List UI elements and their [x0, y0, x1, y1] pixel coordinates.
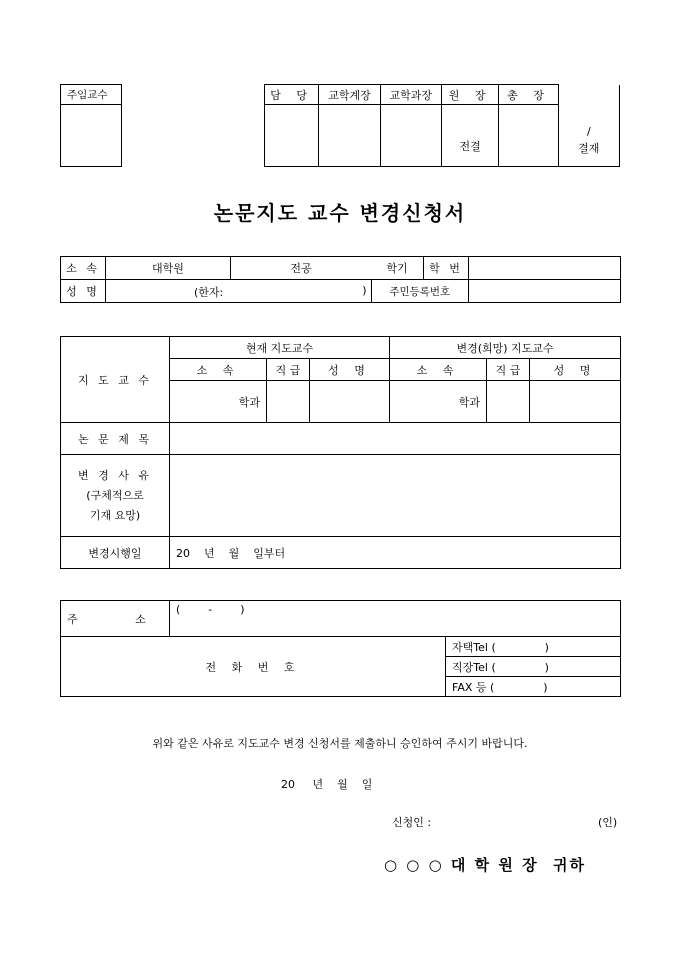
student-id-label: 학 번: [424, 257, 469, 280]
addressee: ○ ○ ○ 대 학 원 장 귀하: [384, 856, 586, 874]
current-col-name: 성 명: [310, 359, 390, 381]
advisor-label: 주임교수: [61, 85, 122, 105]
president-approval-cell[interactable]: [558, 85, 619, 167]
new-col-name: 성 명: [530, 359, 621, 381]
work-tel-field[interactable]: 직장Tel ( ): [446, 657, 621, 677]
approval-col-staff: 담 당: [265, 85, 319, 105]
date-line: 20 년 월 일: [281, 778, 373, 791]
new-name-field[interactable]: [530, 381, 621, 423]
affiliation-label: 소 속: [61, 257, 106, 280]
major-field[interactable]: [231, 257, 372, 280]
effective-date-label: 변경시행일: [61, 537, 170, 569]
advisor-section-label: 지 도 교 수: [61, 337, 170, 423]
new-col-rank: 직 급: [487, 359, 530, 381]
current-advisor-header: 현재 지도교수: [170, 337, 390, 359]
current-rank-field[interactable]: [267, 381, 310, 423]
approval-col-section-chief: 교학계장: [319, 85, 380, 105]
new-rank-field[interactable]: [487, 381, 530, 423]
president-note: 결재: [578, 142, 600, 155]
advisor-signature-cell[interactable]: [61, 105, 122, 167]
approval-cell-director[interactable]: [441, 105, 498, 167]
president-slash: /: [586, 125, 591, 138]
change-reason-label-line1: 변 경 사 유: [78, 468, 152, 482]
new-advisor-header: 변경(희망) 지도교수: [390, 337, 621, 359]
approval-col-director: 원 장: [441, 85, 498, 105]
fax-field[interactable]: FAX 등 ( ): [446, 677, 621, 697]
page-title: 논문지도 교수 변경신청서: [213, 201, 467, 225]
approval-col-president: 총 장: [499, 85, 558, 105]
advisor-change-table: [60, 336, 621, 569]
approval-cell-president-stamp[interactable]: [499, 105, 558, 167]
semester-field[interactable]: [371, 257, 424, 280]
new-col-affiliation: 소 속: [390, 359, 487, 381]
student-id-field[interactable]: [469, 257, 621, 280]
current-affiliation-field[interactable]: [170, 381, 267, 423]
seal-mark: (인): [598, 816, 618, 829]
approval-box: [264, 84, 620, 167]
hanja-label: (한자:: [194, 286, 224, 299]
change-reason-field[interactable]: [170, 455, 621, 537]
address-label-cell: [61, 601, 170, 637]
name-label: 성 명: [61, 280, 106, 303]
affiliation-value: 대학원: [106, 257, 231, 280]
advisor-signature-box: [60, 84, 122, 167]
current-dept-suffix: 학과: [238, 395, 260, 409]
address-field[interactable]: ( - ): [170, 601, 621, 637]
change-reason-label-line2: (구체적으로: [86, 488, 144, 502]
effective-date-field[interactable]: 20 년 월 일부터: [170, 537, 621, 569]
new-affiliation-field[interactable]: [390, 381, 487, 423]
phone-label: 전 화 번 호: [61, 637, 446, 697]
current-col-affiliation: 소 속: [170, 359, 267, 381]
approval-cell-staff[interactable]: [265, 105, 319, 167]
applicant-label: 신청인 :: [392, 816, 432, 829]
rrn-field[interactable]: [469, 280, 621, 303]
student-info-table: [60, 256, 621, 303]
thesis-title-field[interactable]: [170, 423, 621, 455]
current-name-field[interactable]: [310, 381, 390, 423]
director-note: 전결: [459, 140, 481, 153]
change-reason-label: [61, 455, 170, 537]
change-reason-label-line3: 기재 요망): [89, 508, 141, 522]
hanja-close: ): [362, 284, 367, 297]
rrn-label: 주민등록번호: [371, 280, 469, 303]
major-label: 전공: [290, 262, 312, 275]
statement-text: 위와 같은 사유로 지도교수 변경 신청서를 제출하니 승인하여 주시기 바랍니다.: [152, 737, 528, 750]
new-dept-suffix: 학과: [458, 395, 480, 409]
contact-table: [60, 600, 621, 697]
current-col-rank: 직 급: [267, 359, 310, 381]
semester-label: 학기: [386, 262, 408, 275]
name-field[interactable]: [106, 280, 372, 303]
approval-col-division-head: 교학과장: [380, 85, 441, 105]
approval-cell-division-head[interactable]: [380, 105, 441, 167]
address-label: 주 소: [67, 612, 146, 626]
home-tel-field[interactable]: 자택Tel ( ): [446, 637, 621, 657]
thesis-title-label: 논 문 제 목: [61, 423, 170, 455]
approval-cell-section-chief[interactable]: [319, 105, 380, 167]
